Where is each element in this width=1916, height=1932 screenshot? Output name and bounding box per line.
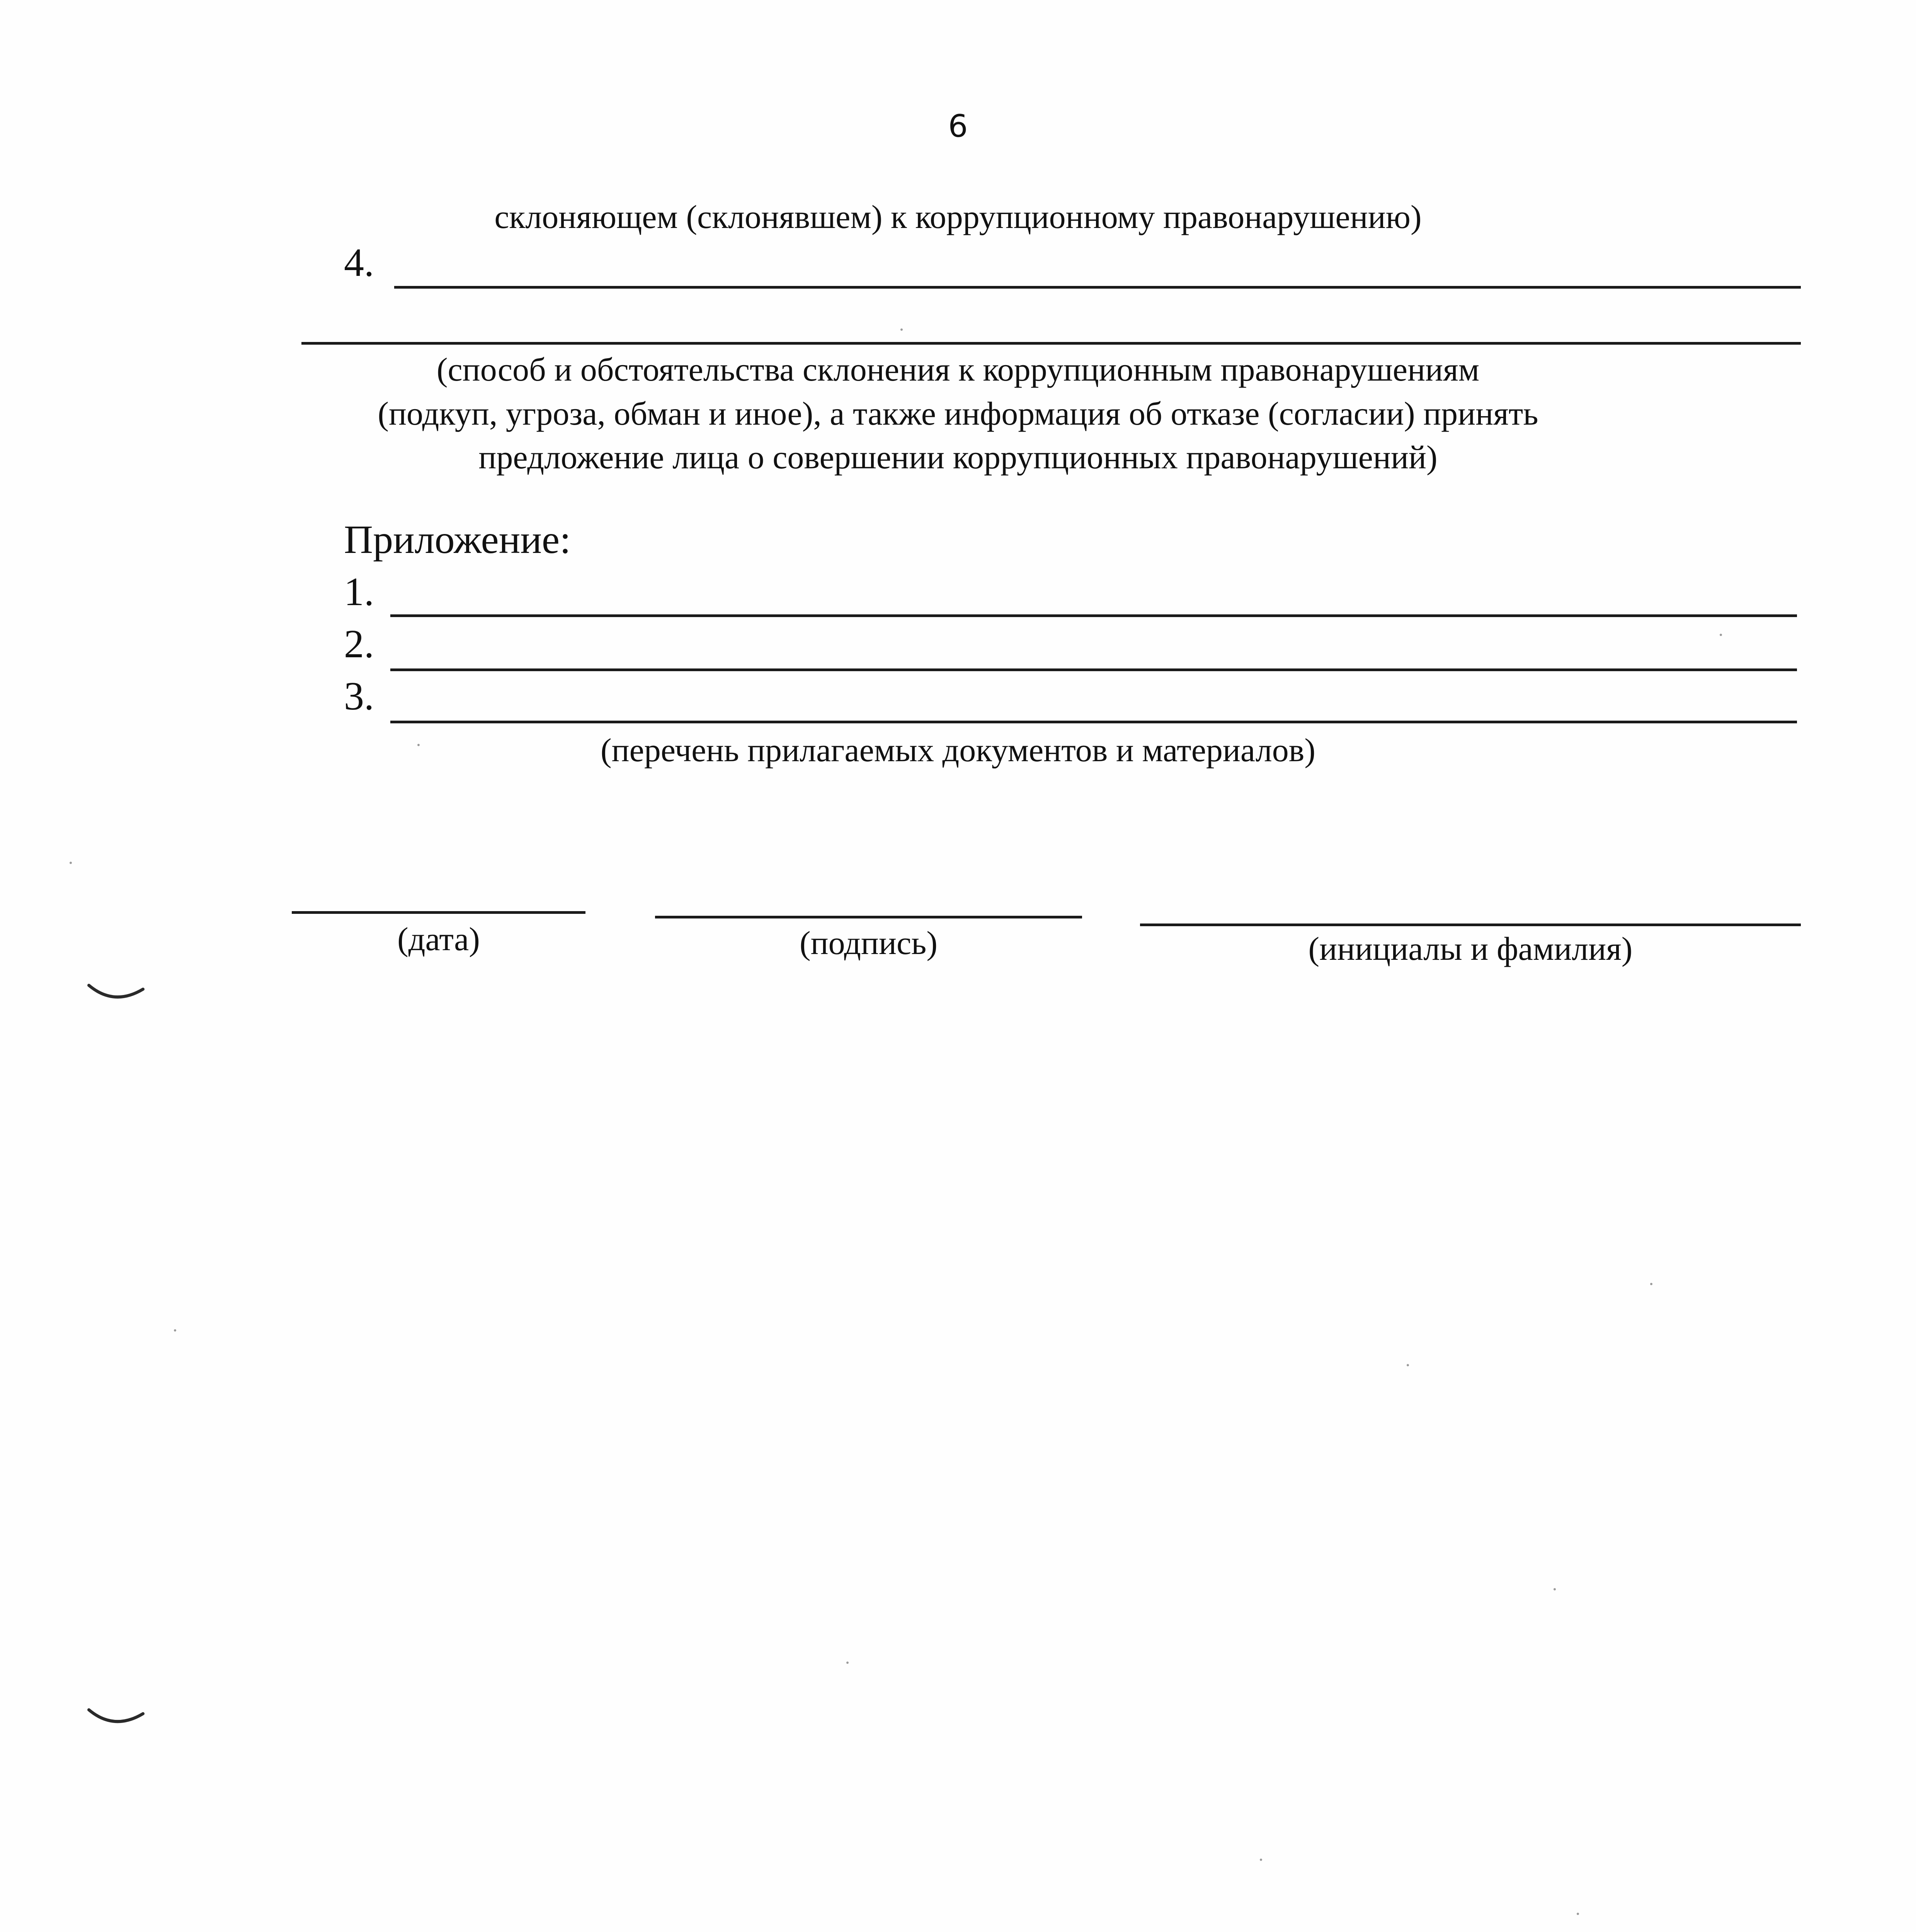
attachment-heading: Приложение:	[344, 517, 571, 562]
attachment-caption: (перечень прилагаемых документов и материалов)	[600, 731, 1315, 769]
signature-line	[655, 916, 1082, 918]
attachment-item-3-label: 3.	[344, 674, 374, 718]
item-4-continuation-line	[301, 342, 1801, 345]
scan-speck	[846, 1662, 849, 1664]
attachment-item-3-line	[390, 721, 1797, 723]
method-caption-line-2: (подкуп, угроза, обман и иное), а также информация об отказе (согласии) принять	[378, 395, 1538, 432]
attachment-item-1-line	[390, 614, 1797, 617]
signature-label: (подпись)	[799, 924, 938, 961]
item-4-line	[394, 286, 1801, 289]
page-number: 6	[948, 108, 968, 144]
scan-speck	[1720, 634, 1722, 636]
binder-hole-mark-upper	[87, 983, 145, 1007]
scan-speck	[1577, 1913, 1579, 1915]
date-label: (дата)	[397, 920, 480, 957]
attachment-item-2-label: 2.	[344, 622, 374, 666]
scan-speck	[1554, 1588, 1556, 1590]
date-line	[292, 911, 585, 914]
scan-speck	[417, 744, 420, 746]
item-4-label: 4.	[344, 240, 374, 285]
scan-speck	[1260, 1859, 1262, 1861]
name-line	[1140, 923, 1801, 926]
scan-speck	[70, 862, 72, 864]
attachment-item-2-line	[390, 668, 1797, 671]
scan-speck	[1650, 1283, 1652, 1285]
binder-hole-mark-lower	[87, 1708, 145, 1731]
method-caption	[0, 348, 1916, 480]
continuation-text: склоняющем (склонявшем) к коррупционному правонарушению)	[494, 198, 1422, 235]
attachment-item-1-label: 1.	[344, 570, 374, 614]
name-label: (инициалы и фамилия)	[1308, 930, 1633, 967]
scan-speck	[900, 328, 903, 331]
scan-speck	[174, 1329, 176, 1332]
method-caption-line-1: (способ и обстоятельства склонения к коррупционным правонарушениям	[436, 351, 1480, 388]
scan-speck	[1407, 1364, 1409, 1366]
method-caption-line-3: предложение лица о совершении коррупционных правонарушений)	[478, 439, 1438, 476]
